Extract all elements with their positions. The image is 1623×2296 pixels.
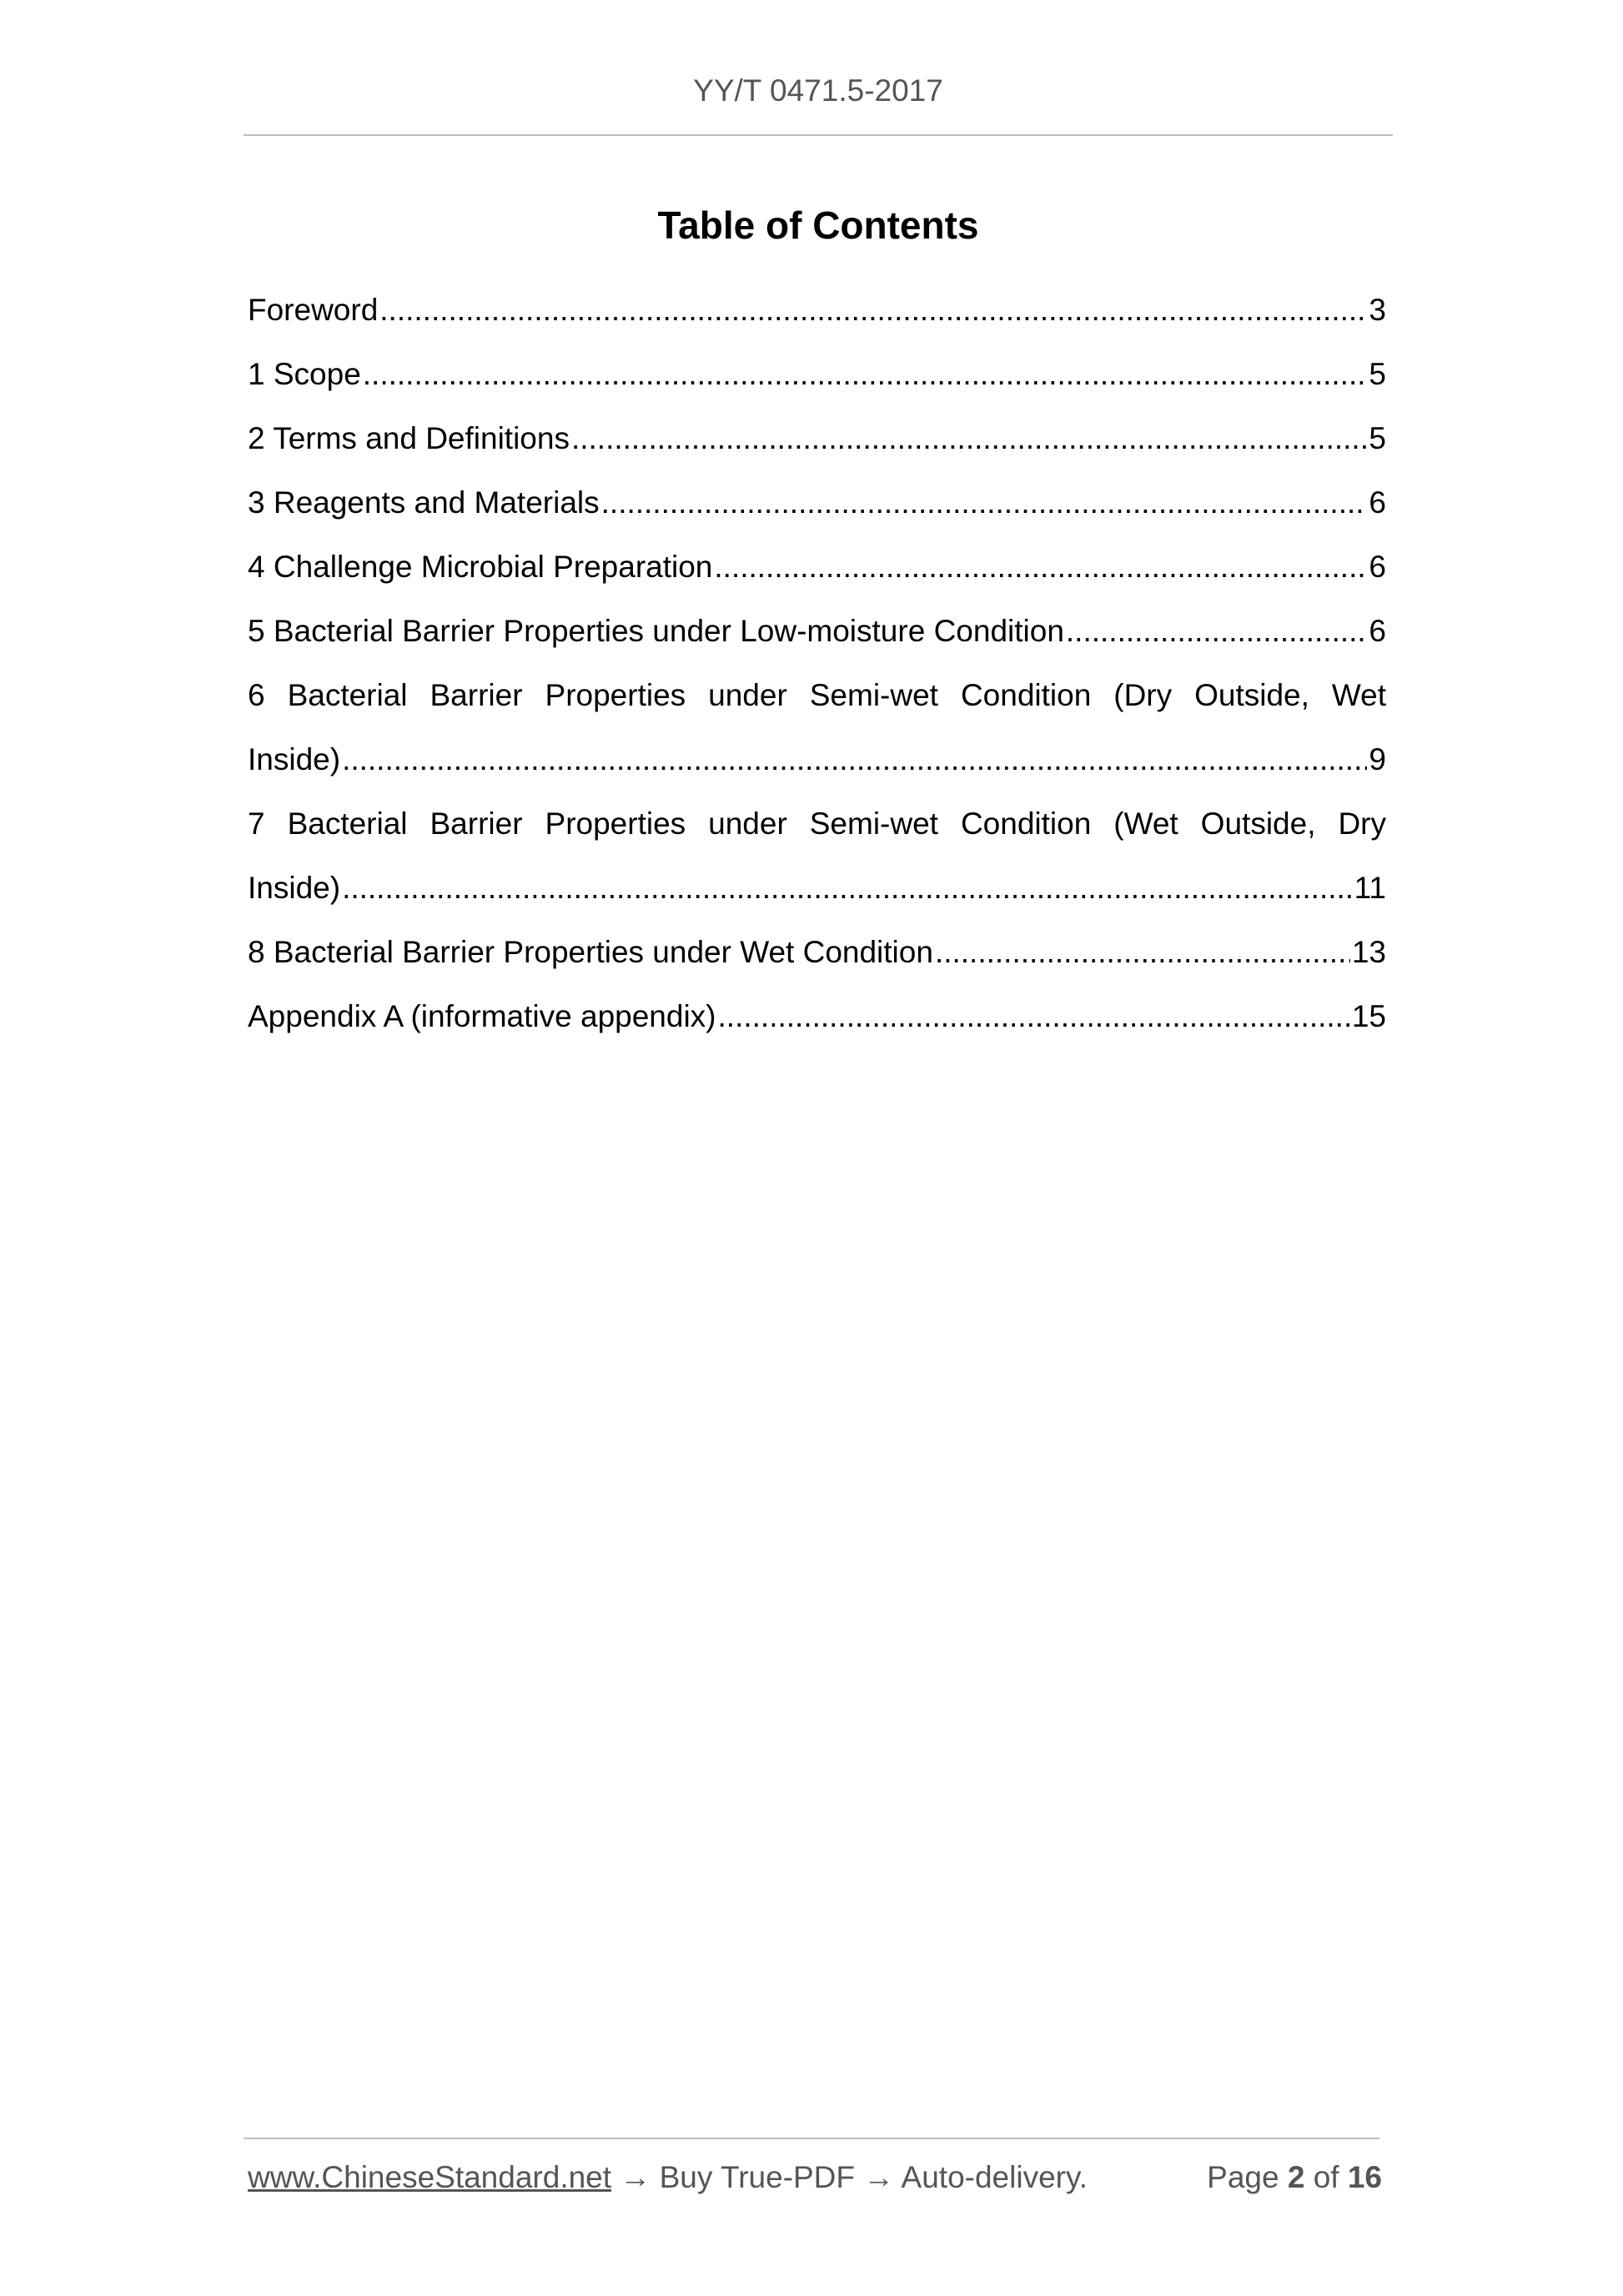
toc-entry-page: 15 xyxy=(1351,999,1386,1033)
toc-entry-label-line1: 6 Bacterial Barrier Properties under Semi-wet Condition (Dry Outside, Wet xyxy=(248,678,1386,712)
toc-title: Table of Contents xyxy=(657,203,979,247)
arrow-right-icon: → xyxy=(863,2160,895,2194)
page-word: Page xyxy=(1207,2160,1279,2194)
auto-delivery-text: Auto-delivery. xyxy=(901,2160,1088,2194)
document-header-id: YY/T 0471.5-2017 xyxy=(693,73,943,108)
dot-leader xyxy=(342,727,1367,791)
toc-entry-page: 3 xyxy=(1369,293,1386,327)
toc-entry-page: 9 xyxy=(1369,742,1386,776)
dot-leader xyxy=(342,856,1353,920)
toc-entry-terms-definitions[interactable] xyxy=(248,406,1386,470)
header-divider xyxy=(244,134,1393,136)
buy-true-pdf-text: Buy True-PDF xyxy=(659,2160,856,2194)
toc-entry-foreword[interactable] xyxy=(248,278,1386,342)
toc-entry-reagents-materials[interactable] xyxy=(248,470,1386,535)
toc-entry-page: 13 xyxy=(1351,935,1386,969)
total-page-count: 16 xyxy=(1347,2160,1382,2194)
toc-entry-label: 1 Scope xyxy=(248,357,361,391)
toc-entry-page: 5 xyxy=(1369,357,1386,391)
toc-entry-label-line1: 7 Bacterial Barrier Properties under Semi-wet Condition (Wet Outside, Dry xyxy=(248,806,1386,841)
dot-leader xyxy=(363,342,1368,406)
toc-entry-label: Foreword xyxy=(248,293,379,327)
dot-leader xyxy=(1066,599,1368,663)
arrow-right-icon: → xyxy=(620,2160,651,2194)
toc-entry-page: 11 xyxy=(1354,871,1386,905)
of-word: of xyxy=(1313,2160,1339,2194)
page-indicator xyxy=(1207,2160,1382,2195)
toc-entry-label: Appendix A (informative appendix) xyxy=(248,999,716,1033)
toc-entry-page: 6 xyxy=(1369,550,1386,584)
dot-leader xyxy=(571,406,1367,470)
toc-entry-label: 2 Terms and Definitions xyxy=(248,421,570,455)
toc-entry-semi-wet-dry-outside[interactable] xyxy=(248,663,1386,791)
footer-divider xyxy=(244,2138,1379,2139)
dot-leader xyxy=(935,920,1350,984)
toc-entry-label: 3 Reagents and Materials xyxy=(248,485,600,520)
toc-entry-page: 6 xyxy=(1369,485,1386,520)
toc-entry-page: 6 xyxy=(1369,614,1386,648)
toc-entry-semi-wet-wet-outside[interactable] xyxy=(248,791,1386,920)
toc-entry-appendix-a[interactable] xyxy=(248,984,1386,1048)
toc-entry-scope[interactable] xyxy=(248,342,1386,406)
toc-entry-label-line2: Inside) xyxy=(248,742,341,776)
dot-leader xyxy=(714,535,1367,599)
dot-leader xyxy=(718,984,1350,1048)
dot-leader xyxy=(379,278,1367,342)
toc-entry-label: 8 Bacterial Barrier Properties under Wet Condition xyxy=(248,935,933,969)
table-of-contents xyxy=(248,278,1386,1048)
toc-entry-page: 5 xyxy=(1369,421,1386,455)
toc-entry-wet-condition[interactable] xyxy=(248,920,1386,984)
dot-leader xyxy=(601,470,1368,535)
toc-entry-label-line2: Inside) xyxy=(248,871,341,905)
page-footer xyxy=(248,2160,1382,2195)
current-page-number: 2 xyxy=(1287,2160,1305,2194)
toc-entry-label: 5 Bacterial Barrier Properties under Low-moisture Condition xyxy=(248,614,1064,648)
site-link[interactable]: www.ChineseStandard.net xyxy=(248,2160,612,2194)
toc-entry-challenge-microbial[interactable] xyxy=(248,535,1386,599)
toc-entry-low-moisture[interactable] xyxy=(248,599,1386,663)
toc-entry-label: 4 Challenge Microbial Preparation xyxy=(248,550,713,584)
